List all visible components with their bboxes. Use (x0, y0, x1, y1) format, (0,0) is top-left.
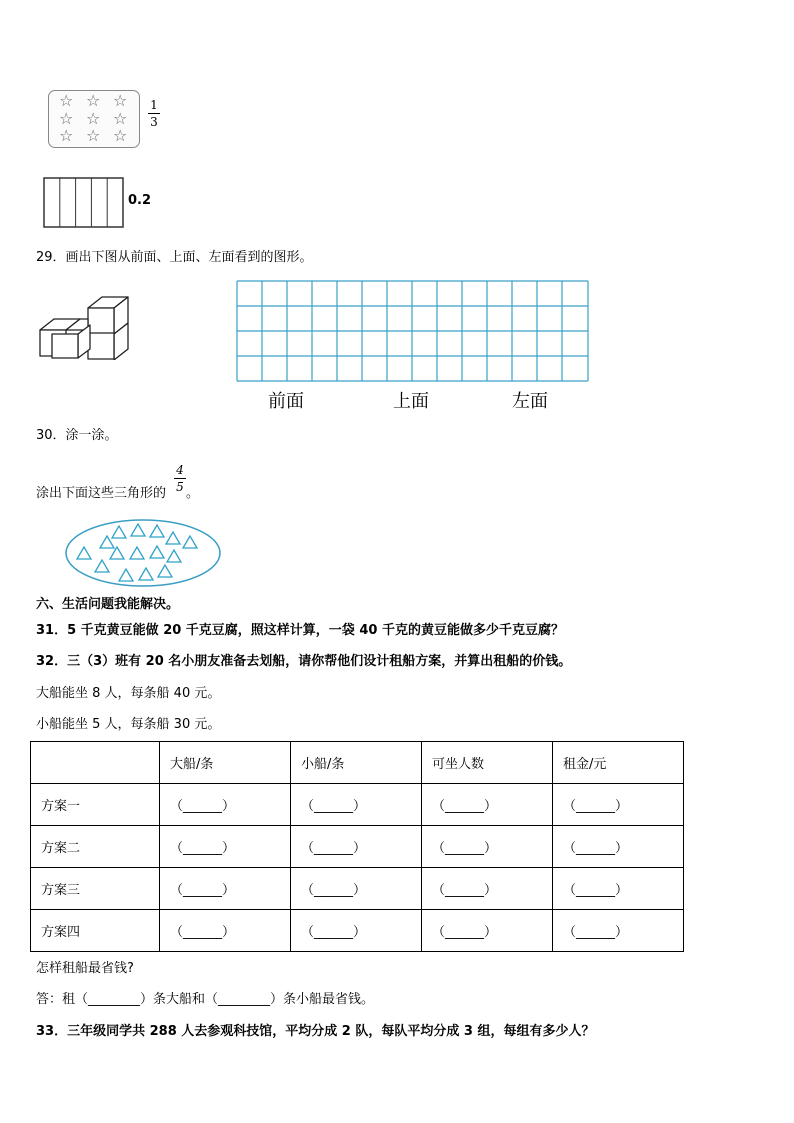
answer-blank[interactable]: （______） (291, 910, 422, 952)
boat-plan-table (30, 741, 684, 952)
star-icon: ☆ (113, 91, 128, 110)
answer-blank[interactable]: （______） (291, 826, 422, 868)
cube-stack-figure (36, 294, 132, 360)
table-header-row (31, 742, 684, 784)
star-icon: ☆ (86, 109, 101, 128)
star-icon: ☆ (86, 126, 101, 145)
table-row (31, 868, 684, 910)
answer-line[interactable]: 答：租（________）条大船和（________）条小船最省钱。 (36, 992, 375, 1007)
answer-blank[interactable]: （______） (160, 826, 291, 868)
answer-blank[interactable]: （______） (160, 784, 291, 826)
table-header-cell (31, 742, 160, 784)
answer-blank[interactable]: （______） (160, 868, 291, 910)
answer-blank[interactable]: （______） (553, 826, 684, 868)
answer-blank[interactable]: （______） (160, 910, 291, 952)
star-icon: ☆ (59, 109, 74, 128)
table-header-cell: 小船/条 (291, 742, 422, 784)
row-label: 方案一 (31, 784, 160, 826)
row-label: 方案二 (31, 826, 160, 868)
question-30-text: 涂出下面这些三角形的 (36, 486, 167, 501)
answer-blank[interactable]: （______） (422, 910, 553, 952)
question-30-title: 30．涂一涂。 (36, 428, 118, 443)
question-cheapest: 怎样租船最省钱? (36, 961, 134, 976)
fraction-four-fifths: 4 5 (174, 463, 186, 494)
star-icon: ☆ (59, 126, 74, 145)
answer-blank[interactable]: （______） (553, 784, 684, 826)
fraction-one-third: 1 3 (148, 98, 160, 129)
answer-blank[interactable]: （______） (422, 784, 553, 826)
question-30-end: 。 (186, 486, 200, 501)
drawing-grid[interactable] (236, 280, 590, 384)
five-part-rectangle (43, 177, 125, 229)
row-label: 方案四 (31, 910, 160, 952)
section-6-heading: 六、生活问题我能解决。 (36, 597, 180, 612)
table-header-cell: 可坐人数 (422, 742, 553, 784)
question-32: 32．三（3）班有 20 名小朋友准备去划船，请你帮他们设计租船方案，并算出租船的价钱。 (36, 654, 572, 669)
small-boat-info: 小船能坐 5 人，每条船 30 元。 (36, 717, 221, 732)
decimal-label: 0.2 (128, 193, 152, 208)
question-33: 33．三年级同学共 288 人去参观科技馆，平均分成 2 队，每队平均分成 3 组，每组有多少人？ (36, 1024, 595, 1039)
answer-blank[interactable]: （______） (291, 784, 422, 826)
star-box (48, 90, 140, 148)
table-row (31, 826, 684, 868)
row-label: 方案三 (31, 868, 160, 910)
answer-blank[interactable]: （______） (291, 868, 422, 910)
table-row (31, 910, 684, 952)
table-row (31, 784, 684, 826)
star-icon: ☆ (86, 91, 101, 110)
star-icon: ☆ (59, 91, 74, 110)
question-29: 29．画出下图从前面、上面、左面看到的图形。 (36, 250, 313, 265)
answer-blank[interactable]: （______） (422, 826, 553, 868)
star-icon: ☆ (113, 109, 128, 128)
answer-blank[interactable]: （______） (553, 868, 684, 910)
answer-blank[interactable]: （______） (422, 868, 553, 910)
grid-label-left: 左面 (512, 391, 548, 412)
triangle-ellipse[interactable] (64, 518, 224, 590)
answer-blank[interactable]: （______） (553, 910, 684, 952)
big-boat-info: 大船能坐 8 人，每条船 40 元。 (36, 686, 221, 701)
table-header-cell: 租金/元 (553, 742, 684, 784)
star-icon: ☆ (113, 126, 128, 145)
question-31: 31．5 千克黄豆能做 20 千克豆腐，照这样计算，一袋 40 千克的黄豆能做多少千克豆腐？ (36, 623, 564, 638)
table-header-cell: 大船/条 (160, 742, 291, 784)
grid-label-front: 前面 (268, 391, 304, 412)
grid-label-top: 上面 (393, 391, 429, 412)
